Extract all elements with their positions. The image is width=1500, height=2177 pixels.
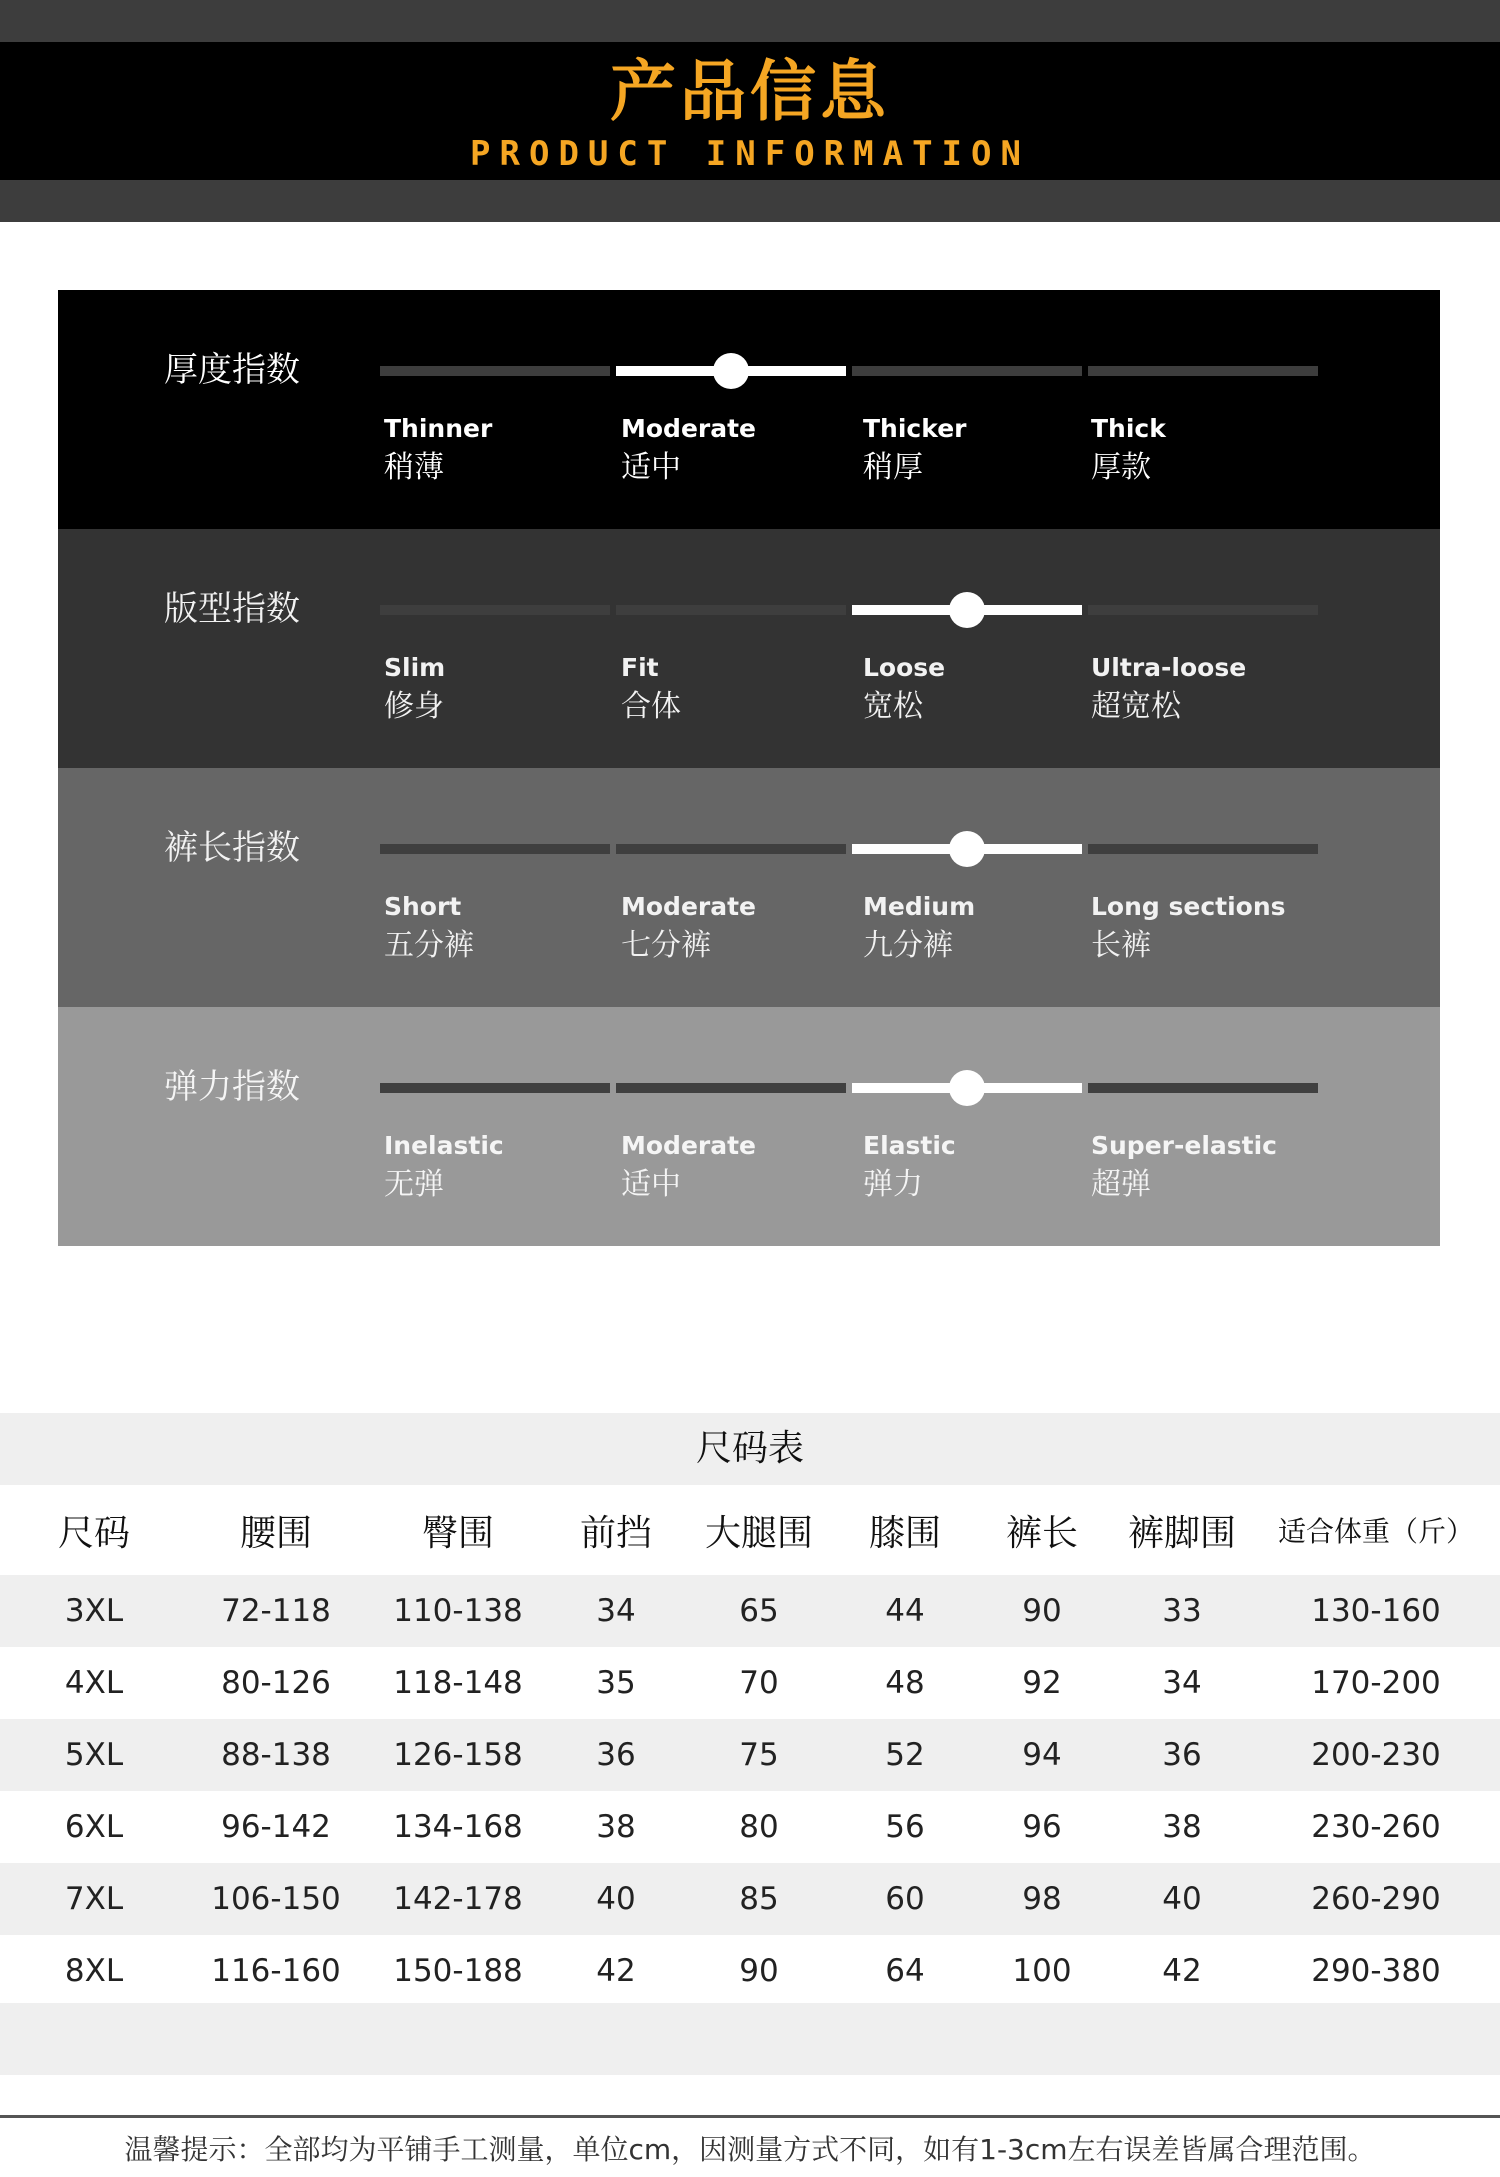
index-option: [1091, 414, 1321, 488]
index-slider-track: [380, 605, 1320, 615]
slider-segment: [1088, 844, 1318, 854]
index-option: [1091, 653, 1321, 727]
table-cell: 106-150: [188, 1863, 364, 1935]
table-cell: 126-158: [364, 1719, 552, 1791]
size-table: [0, 1485, 1500, 2007]
index-option-en: Thinner: [384, 414, 493, 443]
index-row-label: 弹力指数: [164, 1067, 300, 1107]
size-table-title-bar: [0, 1413, 1500, 1485]
index-row: [58, 768, 1440, 1007]
index-option: [863, 653, 1093, 727]
table-cell: 96: [972, 1791, 1112, 1863]
footer-divider: [0, 2115, 1500, 2118]
size-table-header-cell: 前挡: [579, 1512, 652, 1554]
index-row-label: 版型指数: [164, 589, 300, 629]
index-option-cn: 适中: [621, 450, 681, 485]
index-option: [621, 1131, 851, 1205]
index-option-cn: 厚款: [1091, 450, 1151, 485]
index-option-cn: 超弹: [1091, 1167, 1151, 1202]
size-table-header-cell: 大腿围: [704, 1512, 813, 1554]
index-option-cn: 五分裤: [384, 928, 474, 963]
table-cell: 98: [972, 1863, 1112, 1935]
index-option-cn: 合体: [621, 689, 681, 724]
slider-knob: [949, 831, 985, 867]
index-option-en: Moderate: [621, 892, 757, 921]
footer-note: 温馨提示：全部均为平铺手工测量，单位cm，因测量方式不同，如有1-3cm左右误差皆属合理范围。: [124, 2133, 1376, 2166]
index-row: [58, 290, 1440, 529]
index-row-label: 裤长指数: [164, 828, 300, 868]
table-cell: 44: [838, 1575, 972, 1647]
table-cell: 40: [552, 1863, 680, 1935]
table-cell: 42: [552, 1935, 680, 2007]
table-cell: 80-126: [188, 1647, 364, 1719]
size-table-header-cell: 裤长: [1005, 1512, 1078, 1554]
index-option: [384, 414, 614, 488]
size-table-header: [0, 1485, 1500, 1575]
index-option-en: Thick: [1091, 414, 1166, 443]
banner-top-strip: [0, 0, 1500, 42]
table-cell: 34: [1112, 1647, 1252, 1719]
table-cell: 110-138: [364, 1575, 552, 1647]
index-option-cn: 稍厚: [863, 450, 923, 485]
table-cell: 65: [680, 1575, 838, 1647]
table-row: [0, 1863, 1500, 1935]
index-option-en: Moderate: [621, 1131, 757, 1160]
table-cell: 118-148: [364, 1647, 552, 1719]
size-table-header-cell: 臀围: [421, 1512, 494, 1554]
slider-knob: [949, 592, 985, 628]
size-table-header-cell: 膝围: [868, 1512, 941, 1554]
index-option-cn: 修身: [384, 689, 444, 724]
slider-segment: [380, 1083, 610, 1093]
size-table-header-cell: 适合体重（斤）: [1277, 1515, 1474, 1548]
index-option: [863, 414, 1093, 488]
slider-knob: [949, 1070, 985, 1106]
size-table-title: 尺码表: [695, 1428, 804, 1469]
slider-knob: [713, 353, 749, 389]
index-option-en: Inelastic: [384, 1131, 504, 1160]
table-cell: 6XL: [0, 1791, 188, 1863]
slider-segment: [1088, 1083, 1318, 1093]
index-option-cn: 稍薄: [384, 450, 444, 485]
index-option-cn: 弹力: [863, 1167, 923, 1202]
table-cell: 8XL: [0, 1935, 188, 2007]
size-table-header-cell: 裤脚围: [1127, 1512, 1236, 1554]
table-cell: 88-138: [188, 1719, 364, 1791]
table-cell: 90: [972, 1575, 1112, 1647]
table-row: [0, 1575, 1500, 1647]
table-cell: 200-230: [1252, 1719, 1500, 1791]
table-row: [0, 1791, 1500, 1863]
index-option-cn: 长裤: [1091, 928, 1151, 963]
table-cell: 36: [1112, 1719, 1252, 1791]
index-option-en: Loose: [863, 653, 946, 682]
table-cell: 75: [680, 1719, 838, 1791]
table-cell: 64: [838, 1935, 972, 2007]
product-index-panel: [58, 290, 1440, 1246]
table-cell: 34: [552, 1575, 680, 1647]
table-cell: 56: [838, 1791, 972, 1863]
slider-segment: [616, 605, 846, 615]
table-cell: 7XL: [0, 1863, 188, 1935]
index-option-en: Fit: [621, 653, 659, 682]
index-option-cn: 宽松: [863, 689, 923, 724]
index-option: [1091, 892, 1321, 966]
index-option-cn: 适中: [621, 1167, 681, 1202]
table-cell: 42: [1112, 1935, 1252, 2007]
index-option: [384, 892, 614, 966]
slider-segment: [380, 605, 610, 615]
table-cell: 35: [552, 1647, 680, 1719]
index-slider-track: [380, 1083, 1320, 1093]
header-banner: [0, 42, 1500, 180]
slider-segment: [1088, 605, 1318, 615]
index-option: [384, 1131, 614, 1205]
index-option-en: Thicker: [863, 414, 967, 443]
slider-segment: [616, 1083, 846, 1093]
banner-bottom-strip: [0, 180, 1500, 222]
table-cell: 48: [838, 1647, 972, 1719]
table-spacer-row: [0, 2003, 1500, 2075]
index-option-cn: 七分裤: [621, 928, 711, 963]
table-cell: 134-168: [364, 1791, 552, 1863]
slider-segment: [380, 844, 610, 854]
table-cell: 80: [680, 1791, 838, 1863]
table-cell: 60: [838, 1863, 972, 1935]
table-cell: 36: [552, 1719, 680, 1791]
table-cell: 116-160: [188, 1935, 364, 2007]
size-table-header-cell: 尺码: [57, 1512, 130, 1554]
table-cell: 90: [680, 1935, 838, 2007]
index-option-en: Short: [384, 892, 462, 921]
table-cell: 72-118: [188, 1575, 364, 1647]
index-option-en: Medium: [863, 892, 976, 921]
index-row: [58, 529, 1440, 768]
table-cell: 38: [552, 1791, 680, 1863]
slider-segment: [380, 366, 610, 376]
index-slider-track: [380, 844, 1320, 854]
table-cell: 3XL: [0, 1575, 188, 1647]
index-option-cn: 无弹: [384, 1167, 444, 1202]
table-cell: 4XL: [0, 1647, 188, 1719]
table-cell: 38: [1112, 1791, 1252, 1863]
table-cell: 290-380: [1252, 1935, 1500, 2007]
index-option-en: Ultra-loose: [1091, 653, 1247, 682]
index-option: [621, 653, 851, 727]
table-cell: 92: [972, 1647, 1112, 1719]
index-option: [863, 1131, 1093, 1205]
table-cell: 96-142: [188, 1791, 364, 1863]
table-cell: 100: [972, 1935, 1112, 2007]
index-option: [863, 892, 1093, 966]
index-row-label: 厚度指数: [164, 350, 300, 390]
table-cell: 142-178: [364, 1863, 552, 1935]
size-table-header-cell: 腰围: [239, 1512, 312, 1554]
table-cell: 40: [1112, 1863, 1252, 1935]
table-cell: 230-260: [1252, 1791, 1500, 1863]
table-cell: 52: [838, 1719, 972, 1791]
slider-segment: [1088, 366, 1318, 376]
table-cell: 150-188: [364, 1935, 552, 2007]
index-option: [384, 653, 614, 727]
table-cell: 130-160: [1252, 1575, 1500, 1647]
index-option-en: Elastic: [863, 1131, 956, 1160]
slider-segment: [852, 366, 1082, 376]
table-cell: 94: [972, 1719, 1112, 1791]
index-option-en: Moderate: [621, 414, 757, 443]
banner-title-en: PRODUCT INFORMATION: [470, 134, 1030, 174]
table-cell: 170-200: [1252, 1647, 1500, 1719]
table-cell: 33: [1112, 1575, 1252, 1647]
table-cell: 70: [680, 1647, 838, 1719]
index-option-en: Long sections: [1091, 892, 1286, 921]
table-row: [0, 1719, 1500, 1791]
table-row: [0, 1647, 1500, 1719]
index-option-cn: 超宽松: [1091, 689, 1181, 724]
index-option-en: Slim: [384, 653, 446, 682]
index-option: [1091, 1131, 1321, 1205]
banner-title-cn: 产品信息: [610, 53, 890, 130]
table-cell: 5XL: [0, 1719, 188, 1791]
index-option: [621, 892, 851, 966]
index-row: [58, 1007, 1440, 1246]
index-slider-track: [380, 366, 1320, 376]
index-option-en: Super-elastic: [1091, 1131, 1277, 1160]
table-row: [0, 1935, 1500, 2007]
slider-segment: [616, 844, 846, 854]
table-cell: 85: [680, 1863, 838, 1935]
index-option-cn: 九分裤: [863, 928, 953, 963]
index-option: [621, 414, 851, 488]
table-cell: 260-290: [1252, 1863, 1500, 1935]
